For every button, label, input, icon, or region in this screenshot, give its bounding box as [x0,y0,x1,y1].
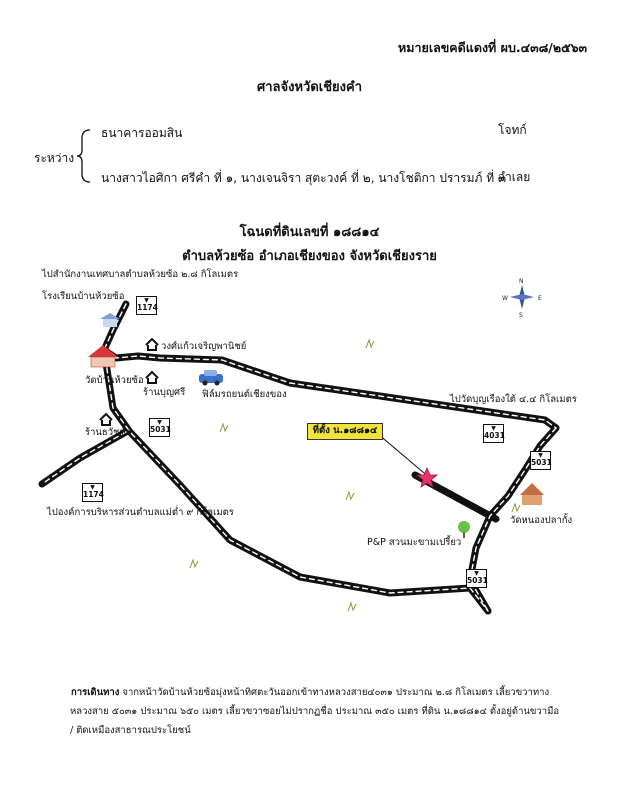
compass-rose-icon [510,285,534,309]
plot-leader-line [378,434,430,478]
road-sign-1174-south: ▼ 1174 [82,483,103,502]
plaintiff-role: โจทก์ [498,123,527,137]
label-to-municipality: ไปสำนักงานเทศบาลตำบลห้วยซ้อ ๒.๘ กิโลเมตร [42,269,239,280]
label-to-temple-boonrueang: ไปวัดบุญเรืองใต้ ๔.๔ กิโลเมตร [450,394,577,405]
plaintiff-name: ธนาคารออมสิน [101,126,183,140]
directions-label: การเดินทาง [71,687,120,698]
compass-w: W [502,295,508,302]
label-shop-boonsri: ร้านบุญศรี [143,387,186,398]
label-temple-nongplakang: วัดหนองปลากั้ง [510,515,573,526]
label-film-car: ฟิล์มรถยนต์เชียงของ [202,389,287,400]
road-sign-1174: ▼ 1174 [136,296,157,315]
road-sign-5031-east: ▼ 5031 [530,451,551,470]
deed-title: โฉนดที่ดินเลขที่ ๑๘๘๑๔ [239,225,380,240]
compass-s: S [519,312,523,319]
label-to-sao-maetam: ไปองค์การบริหารส่วนตำบลแม่ต่ำ ๙ กิโลเมตร [47,507,234,518]
label-temple-huaiso: วัดบ้านห้วยซ้อ [85,375,144,386]
temple-nongplakang-icon [520,483,544,505]
directions-line3: / ติดเหมืองสาธารณประโยชน์ [70,725,191,736]
plot-location-box: ที่ตั้ง น.๑๘๘๑๔ [307,423,383,440]
defendants-names: นางสาวไอศิกา ศรีคำ ที่ ๑, นางเจนจิรา สุตะวงค์ ที่ ๒, นางโชติกา ปรารมภ์ ที่ ๓ [101,171,507,185]
compass-n: N [519,278,524,285]
defendant-role: จำเลย [498,170,531,184]
road-sign-5031: ▼ 5031 [149,418,170,437]
directions-line2: หลวงสาย ๕๐๓๑ ประมาณ ๖๕๐ เมตร เลี้ยวขวาซอยไม่ปรากฏชื่อ ประมาณ ๓๕๐ เมตร ที่ดิน น.๑๘๘๑๔ ตั้งอยู่ด้านขวามือ [70,706,560,717]
temple-huaiso-icon [88,345,118,367]
between-label: ระหว่าง [34,151,75,165]
road-sign-4031: ▼ 4031 [483,424,504,443]
label-shop-wongkaew: วงศ์แก้วเจริญพานิชย์ [161,341,247,352]
directions-line1: การเดินทาง จากหน้าวัดบ้านห้วยซ้อมุ่งหน้าทิศตะวันออกเข้าทางหลวงสาย๔๐๓๑ ประมาณ ๒.๘ กิโลเมตร เลี้ยวขวาทาง [71,687,550,698]
road-4031 [104,304,556,428]
location-title: ตำบลห้วยซ้อ อำเภอเชียงของ จังหวัดเชียงราย [182,249,437,264]
compass-e: E [538,295,542,302]
label-garden: P&P สวนมะขามเปรี้ยว [367,537,462,548]
label-shop-thawatchai: ร้านธวัชชัย [85,427,132,438]
case-number: หมายเลขคดีแดงที่ ผบ.๔๓๘/๒๕๖๓ [398,40,588,55]
road-sign-5031-south: ▼ 5031 [466,569,487,588]
car-icon [199,370,223,386]
court-name: ศาลจังหวัดเชียงคำ [256,80,363,95]
label-school: โรงเรียนบ้านห้วยซ้อ [42,291,125,302]
